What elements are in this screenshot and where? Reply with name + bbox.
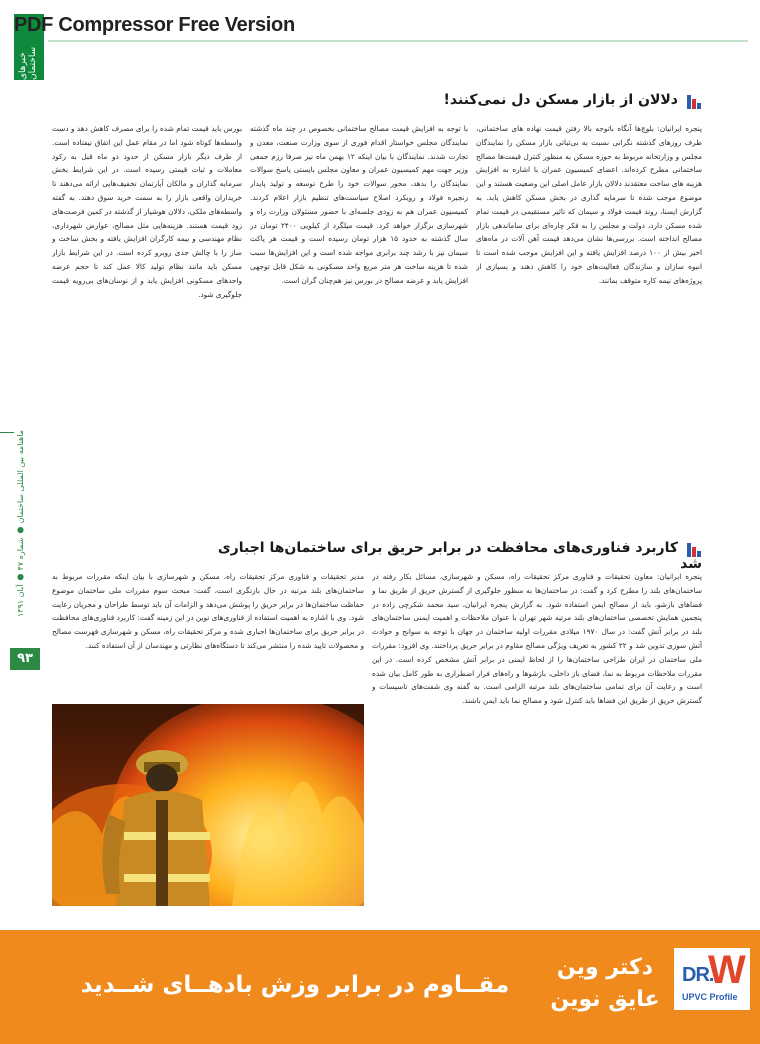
article1-column-left: بورس باید قیمت تمام شده را برای مصرف کاهش دهد و دست واسطه‌ها کوتاه شود اما در مقام عمل این اتفاق نیفتاده است. از طرف دیگر بازار مسکن از حدود دو ماه قبل به رکود معاملات و ثبات قیمتی رسیده است. در این شرایط بخش سرمایه گذاران و مالکان آپارتمان تخفیف‌هایی ارائه می‌دهند تا خریداران واقعی بازار را به سمت خرید سوق دهند. به گفته واسطه‌های ملکی، دلالان هوشیار از گذشته در کمین فرصت‌های زود قیمت هستند. هزینه‌هایی مثل مصالح، عوارض شهرداری، نظام مهندسی و بیمه کارگران افزایش یافته و بخش ساخت و ساز را با چالش جدی روبرو کرده است. در این شرایط بازار مسکن باید مانند نظام تولید کالا عمل کند تا حجم عرضه واحدهای مسکونی افزایش یابد و از نوسان‌های بی‌رویه قیمت جلوگیری شود. [52,124,242,299]
banner-slogan: مقــاوم در برابر وزش بادهــای شــدید [80,972,510,998]
top-divider [48,40,748,42]
article2-column-right: پنجره ایرانیان: معاون تحقیقات و فناوری مرکز تحقیقات راه، مسکن و شهرسازی، مسائل بکار رفته در ساختمان‌های بلند را مطرح کرد و گفت: در ساختمان‌ها به منظور جلوگیری از گسترش حریق از طریق نما و فضاهای بازشو، باید از مصالح ایمن استفاده شود. به گزارش پنجره ایرانیان، سید محمد شکرچی زاده در پنجمین همایش تخصصی ساختمان‌های بلند مرتبه شهر تهران با عنوان ملاحظات و اهمیت ایمنی ساختمان‌های بلند در برابر آتش گفت: در سال ۱۹۷۰ میلادی مقررات اولیه ساختمان در جهان با توجه به سوانح و حوادث آتش سوزی تدوین شد و ۲۲ کشور به تعریف ویژگی مصالح مقاوم در برابر حریق پرداختند. وی افزود: مقررات ملی ساختمان در ایران طراحی ساختمان‌ها را از لحاظ ایمنی در برابر آتش مشخص کرده است. در این مقررات ملاحظات مربوط به نما، فضای باز داخلی، بازشوها و راه‌های فرار اضطراری به طور کامل بیان شده است و رعایت آن برای تمامی ساختمان‌های بلند مرتبه الزامی است. به گفته وی شفت‌های تاسیسات و گسترش حریق از طریق این فضاها باید کنترل شود و مصالح نما باید ایمن باشند. [372,572,702,706]
page-number: ۹۳ [10,648,40,670]
section-tab-label: خبرهای ساختمان [18,46,38,80]
article1-headline [300,92,702,108]
chart-bullet-icon-2 [684,541,702,555]
article2-headline-text: کاربرد فناوری‌های محافظت در برابر حریق برای ساختمان‌ها اجباری شد [217,540,702,572]
article2-column-left: مدیر تحقیقات و فناوری مرکز تحقیقات راه، مسکن و شهرسازی با بیان اینکه مقررات مربوط به ساختمان‌های بلند مرتبه در حال بازنگری است، گفت: مبحث سوم مقررات ملی ساختمان موضوع حفاظت ساختمان‌ها در برابر حریق را پوشش می‌دهد و الزامات آن باید توسط طراحان و مجریان رعایت شود. وی با اشاره به اهمیت استفاده از فناوری‌های نوین در این زمینه گفت: کاربرد فناوری‌های محافظت در برابر حریق برای ساختمان‌ها اجباری شده و مرکز تحقیقات راه، مسکن و شهرسازی فهرست مصالح و محصولات تایید شده را منتشر می‌کند تا دستگاه‌های نظارتی و مهندسان از آن استفاده کنند. [52,572,364,650]
logo-w: W [708,948,746,992]
article1-column-right: پنجره ایرانیان: بلوچ‌ها آنگاه باتوجه بالا رفتن قیمت نهاده های ساختمانی، ظرف روزهای گذشته نگرانی نسبت به بی‌ثباتی بازار مسکن را نمایندگان مجلس و وزارتخانه مربوط به حوزه مسکن به منظور کنترل قیمت‌ها مصالح ساختمانی مطرح کرده‌اند. اعضای کمیسیون عمران با اشاره به افزایش هزینه های ساخت معتقدند دلالان بازار عامل اصلی این وضعیت هستند و این موضوع موجب شده تا سرمایه گذاری در بخش مسکن کاهش یابد. به گزارش ایسنا، روند قیمت فولاد و سیمان که تاثیر مستقیمی در قیمت تمام شده مسکن دارد، دولت و مجلس را به فکر چاره‌ای برای ساماندهی بازار مصالح انداخته است. بررسی‌ها نشان می‌دهد قیمت آهن آلات در ماه‌های اخیر بیش از ۱۰۰ درصد افزایش یافته و این افزایش موجب شده است تا انبوه سازان و سازندگان فعالیت‌های خود را کاهش دهند و بسیاری از پروژه‌های نیمه کاره متوقف بمانند. [476,124,702,285]
logo-dr: DR. [682,964,714,986]
chart-bullet-icon [684,93,702,107]
article2-headline [210,540,702,572]
logo-sub: UPVC Profile [682,992,738,1002]
article1-headline-text: دلالان از بازار مسکن دل نمی‌کنند! [443,92,678,108]
banner-brand-line1: دکتر وین [556,955,654,980]
side-caption-text: ماهنامه بین المللی ساختمان ● شماره ۴۷ ● آبان ۱۳۹۱ [16,430,25,618]
side-caption [16,430,32,720]
watermark: PDF Compressor Free Version [14,14,295,36]
drwin-logo [674,948,750,1010]
side-divider [0,432,14,433]
article1-column-middle: با توجه به افزایش قیمت مصالح ساختمانی بخصوص در چند ماه گذشته نمایندگان مجلس خواستار اقدام فوری از سوی وزارت صنعت، معدن و تجارت شدند. نمایندگان با بیان اینکه ۱۲ بهمن ماه نیز صرفا رزم جمعی وزیر جهت مهم کمیسیون عمران و معاون مجلس بایستی پاسخ سوالات نمایندگان را بدهد، محور سوالات خود را طرح توسعه و تولید پایدار زنجیره فولاد و رویکرد اصلاح سیاست‌های تنظیم بازار اعلام کردند. کمیسیون عمران هم به زودی جلسه‌ای با حضور مسئولان وزارت راه و شهرسازی برگزار خواهد کرد. قیمت میلگرد از کیلویی ۲۴۰۰ تومان در سال گذشته به حدود ۱۵ هزار تومان رسیده است و قیمت هر پاکت سیمان نیز با رشد چند برابری مواجه شده است و این افزایش‌ها سبب شده تا هزینه ساخت هر متر مربع واحد مسکونی به شکل قابل توجهی افزایش یابد و عرضه مصالح در بورس نیز هم‌چنان گران است. [250,124,468,285]
firefighter-photo [52,704,364,906]
advert-banner [0,930,760,1044]
banner-brand [540,952,670,1016]
banner-brand-line2: عایق نوین [550,987,660,1012]
